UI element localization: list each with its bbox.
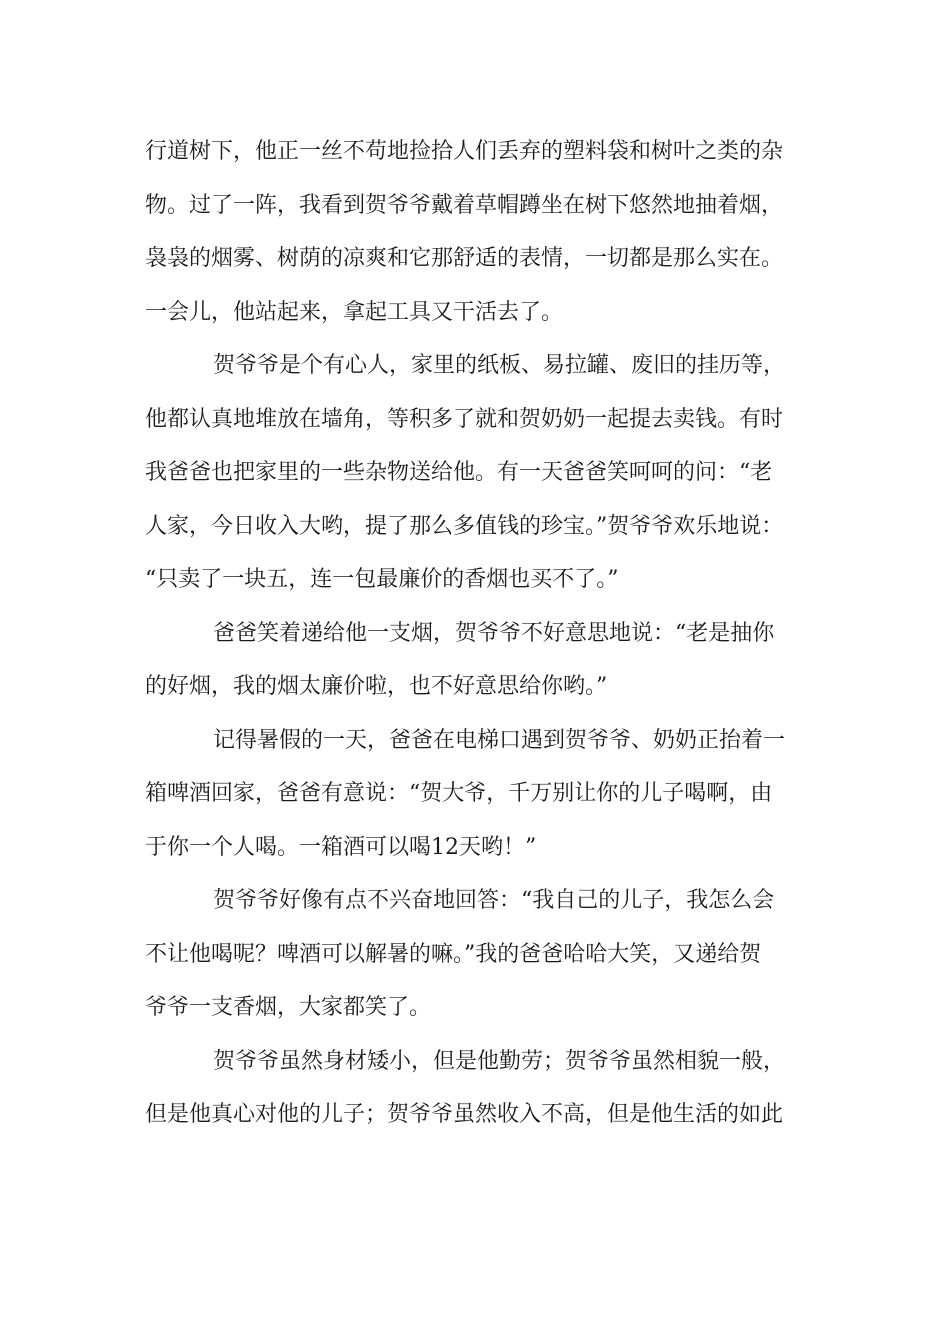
text-line: 我爸爸也把家里的一些杂物送给他。有一天爸爸笑呵呵的问：“老 [145, 460, 773, 485]
paragraph-start-line: 贺爷爷是个有心人，家里的纸板、易拉罐、废旧的挂历等， [213, 353, 786, 378]
paragraph-start-line: 爸爸笑着递给他一支烟，贺爷爷不好意思地说：“老是抽你 [213, 620, 775, 646]
text-line: 人家，今日收入大哟，提了那么多值钱的珍宝。”贺爷爷欢乐地说： [145, 513, 784, 539]
paragraph-start-line: 记得暑假的一天，爸爸在电梯口遇到贺爷爷、奶奶正抬着一 [213, 727, 786, 753]
text-line: 不让他喝呢？啤酒可以解暑的嘛。”我的爸爸哈哈大笑，又递给贺 [145, 941, 762, 967]
text-line: 他都认真地堆放在墙角，等积多了就和贺奶奶一起提去卖钱。有时 [145, 406, 784, 432]
text-line: 的好烟，我的烟太廉价啦，也不好意思给你哟。” [145, 674, 608, 699]
text-line: 袅袅的烟雾、树荫的凉爽和它那舒适的表情，一切都是那么实在。 [145, 246, 784, 271]
text-line: 于你一个人喝。一箱酒可以喝12天哟！” [145, 834, 537, 860]
paragraph-start-line: 贺爷爷好像有点不兴奋地回答：“我自己的儿子，我怎么会 [213, 888, 775, 913]
text-line: 一会儿，他站起来，拿起工具又干活去了。 [145, 299, 564, 325]
paragraph-start-line: 贺爷爷虽然身材矮小，但是他勤劳；贺爷爷虽然相貌一般， [213, 1048, 786, 1074]
text-line: 但是他真心对他的儿子；贺爷爷虽然收入不高，但是他生活的如此 [145, 1102, 784, 1127]
text-line: 行道树下，他正一丝不苟地捡拾人们丢弃的塑料袋和树叶之类的杂 [145, 139, 784, 164]
text-line: 物。过了一阵，我看到贺爷爷戴着草帽蹲坐在树下悠然地抽着烟， [145, 192, 784, 218]
text-line: 箱啤酒回家，爸爸有意说：“贺大爷，千万别让你的儿子喝啊，由 [145, 781, 773, 806]
text-line: 爷爷一支香烟，大家都笑了。 [145, 995, 432, 1020]
document-body [145, 125, 810, 1142]
text-line: “只卖了一块五，连一包最廉价的香烟也买不了。” [145, 567, 619, 592]
